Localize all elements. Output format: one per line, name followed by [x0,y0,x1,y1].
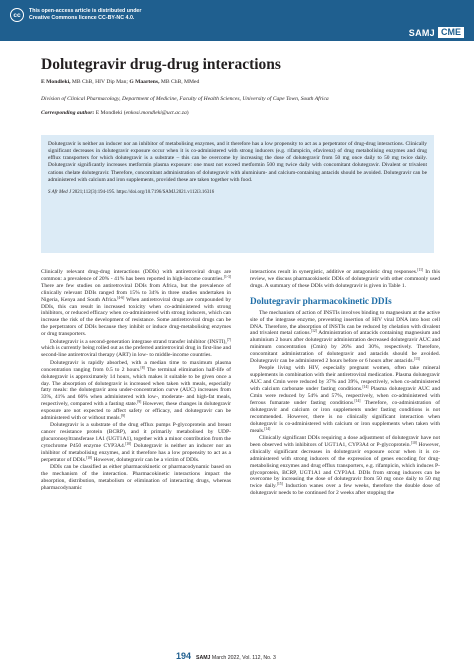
citation-line [48,189,427,196]
section-heading: Dolutegravir pharmacokinetic DDIs [250,295,392,306]
corresponding-author [41,110,189,116]
corresponding-email-link[interactable]: enkosi.mondleki@uct.ac.za [125,110,187,116]
reference-marker: [7] [226,337,231,342]
author-line [41,79,199,85]
paragraph [250,435,440,497]
author-2-name: G Maartens, [129,79,160,85]
reference-marker: [14] [362,385,369,390]
text-run: However, these changes in dolutegravir exposure are not expected to affect safety or efficacy, and dolutegravir can be administered with or without meals. [41,401,231,422]
paragraph [41,269,231,338]
abstract-box [41,135,434,253]
paragraph [41,422,231,463]
reference-marker: [8] [140,365,145,370]
text-run: The terminal elimination half-life of dolutegravir is approximately 14 hours, which makes it suitable to be given once a day. The absorption of dolutegravir is increased when taken with meals, especially fatty meals: the dolutegravir area under-concentration curve (AUC) increases from 33%, 41% and 66% when administered with low-, moderate- and high-fat meals, respectively, compared with a fasting state. [41,366,231,408]
text-run: interactions result in synergistic, additive or antagonistic drug responses. [250,269,418,275]
text-run: which is currently being rolled out as the preferred antiretroviral drug in first-line and second-line antiretroviral therapy (ART) in low- to middle-income countries. [41,345,231,359]
text-run: Administration of antacids containing magnesium and aluminium 2 hours after dolutegravir administration decreased dolutegravir AUC and minimum concentration (Cmin) by 26% and 30%, respectively. Therefore, concomitant administration of dolutegravir and antacids should be avoided. Dolutegravir can be administered 2 hours before or 6 hours after antacids. [250,330,440,365]
paragraph [41,339,231,360]
logo-cme-badge: CME [438,27,464,38]
reference-marker: [13] [413,357,420,362]
text-run: Dolutegravir is rapidly absorbed, with a median time to maximum plasma concentration ranging from 0.5 to 2 hours. [41,359,231,373]
text-run: Clinically significant DDIs requiring a dose adjustment of dolutegravir have not been observed with inhibitors of UGT1A1, CYP3A4 or P-glycoprotein. [250,435,440,448]
text-run: In this review, we discuss pharmacokinetic DDIs of dolutegravir with other commonly used drugs. A summary of these DDIs with dolutegravir is given in Table 1. [250,269,440,289]
text-run: Plasma dolutegravir AUC and Cmin were reduced by 54% and 57%, respectively, when co-administered with ferrous fumarate under fasting conditions. [250,386,440,406]
paragraph [41,360,231,422]
text-run: Induction wanes over a few weeks, therefore the double dose of dolutegravir needs to be continued for 2 weeks after stopping the [250,483,440,497]
license-line-2: Creative Commons licence CC-BY-NC 4.0. [29,15,135,21]
text-run: There are few studies on antiretroviral DDIs from Africa, but the prevalence of clinically relevant DDIs ranged from 15% to 34% in three studies undertaken in Nigeria, Kenya and South Africa. [41,282,231,303]
affiliation: Division of Clinical Pharmacology, Department of Medicine, Faculty of Health Sciences, University of Cape Town, South Africa [41,96,329,102]
reference-marker: [14] [354,399,361,403]
text-run: Therefore, co-administration of dolutegravir and calcium or iron supplements under fasting conditions is not recommended. However, there is no clinically significant interaction when dolutegravir is co-administered with calcium or iron supplements when taken with meals. [250,400,440,434]
page-number: 194 [176,651,192,661]
text-run: The mechanism of action of INSTIs involves binding to magnesium at the active site of the integrase enzyme, preventing insertion of HIV viral DNA into host cell DNA. Therefore, the absorption of INSTIs can be reduced by chelation with divalent and trivalent metal cations. [250,309,440,337]
author-1-degrees: MB ChB, HIV Dip Man; [70,79,130,85]
license-line-1: This open-access article is distributed under [29,8,142,14]
corresponding-label: Corresponding author: [41,110,95,116]
citation-doi-link[interactable]: 2021;112(3):194-195. https://doi.org/10.7196/SAMJ.2021.v112i3.16316 [71,189,215,195]
paragraph [41,464,231,492]
reference-marker: [10] [86,455,93,460]
text-run: However, clinically significant decreases in dolutegravir exposure occur when it is co-administered with strong inducers of the expression of genes encoding for drug-metabolising enzymes and drug efflux transporters, e.g. rifampicin, which induces P-glycoprotein, BCRP, UGT1A1 and CYP3A4. DDIs from strong inducers can be overcome by increasing the dose of dolutegravir from 50 mg once daily to 50 mg twice daily. [250,441,440,490]
reference-marker: [11] [417,268,424,272]
reference-marker: [4-6] [117,295,125,300]
reference-marker: [15] [276,482,283,487]
text-run: People living with HIV, especially pregnant women, often take mineral supplements in combination with their antiretroviral medication. Plasma dolutegravir AUC and Cmin were reduced by 37% and 39%, respectively, when co-administered with calcium carbonate under fasting conditions. [250,365,440,393]
author-2-degrees: MB ChB, MMed [159,79,200,85]
text-run: However, dolutegravir can be a victim of DDIs. [92,456,200,463]
text-run: When antiretroviral drugs are compounded by DDIs, this can result in increased toxicity when co-administered with strong inhibitors, or reduced efficacy when co-administered with strong inducers, which can increase the risk of the development of resistance. Some antiretroviral drugs can be the perpetrators of DDIs because they inhibit or induce drug-metabolising enzymes or drug transporters. [41,296,231,338]
text-run: Dolutegravir is a substrate of the drug efflux pumps P-glycoprotein and breast cancer resistance protein (BCRP), and it primarily metabolised by UDP-glucuronosyltransferase 1A1 (UGT1A1), together with a minor contribution from the cytochrome P450 enzyme CYP3A4. [41,422,231,450]
abstract-text: Dolutegravir is neither an inducer nor an inhibitor of metabolising enzymes, and it therefore has a low propensity to act as a perpetrator of drug-drug interactions. Clinically significant decreases in dolutegravir exposure occur when it is co-administered with strong inducers (e.g. rifampicin, efavirenz) of drug metabolising enzymes and drug efflux transporters for which dolutegravir is a substrate – this can be overcome by increasing the dose of dolutegravir from 50 mg once daily to 50 mg twice daily. Dolutegravir significantly increases metformin plasma exposure: one must not exceed metformin 500 mg twice daily with concomitant dolutegravir. Divalent or trivalent cations chelate dolutegravir. Therefore, concomitant administration of dolutegravir with aluminium- and calcium-containing antacids should be avoided. Dolutegravir can be administered with calcium and iron supplements, provided these are taken together with food. [48,141,427,183]
footer-citation [196,655,276,661]
paragraph [250,269,440,290]
reference-marker: [1-3] [223,274,231,279]
corresponding-name: E Mondleki ( [94,110,126,116]
corresponding-close: ) [186,110,189,116]
paragraph [250,310,440,365]
article-title: Dolutegravir drug-drug interactions [41,56,281,73]
page-footer [176,651,276,661]
footer-journal: SAMJ [196,655,211,661]
citation-journal: S Afr Med J [48,189,72,195]
body-column-left [41,269,231,493]
reference-marker: [14] [264,426,271,431]
reference-marker: [12] [310,329,317,334]
logo-samj: SAMJ [408,27,435,38]
text-run: DDIs can be classified as either pharmacokinetic or pharmacodynamic based on the mechanism of the interaction. Pharmacokinetic interactions impact the absorption, distribution, metabolism or elimination of interacting drugs, whereas pharmacodynamic [41,464,231,492]
reference-marker: [9] [137,400,142,405]
journal-header-bar [0,0,474,41]
footer-issue: March 2022, Vol. 112, No. 3 [211,655,276,661]
license-badge [10,8,141,22]
reference-marker: [10] [125,442,132,447]
text-run: Dolutegravir is a second-generation integrase strand transfer inhibitor (INSTI), [50,338,227,345]
text-run: Dolutegravir is neither an inducer nor an inhibitor of metabolising enzymes, and it therefore has a low propensity to act as a perpetrator of DDIs. [41,443,231,463]
journal-logo [409,27,464,38]
text-run: Clinically relevant drug-drug interactions (DDIs) with antiretroviral drugs are common: a prevalence of 20% - 41% has been reported in high-income countries. [41,269,231,282]
reference-marker: [9] [120,414,126,419]
reference-marker: [10] [410,440,417,445]
license-text [29,8,141,22]
author-1-name: E Mondleki, [41,79,71,85]
cc-icon: cc [10,8,24,22]
paragraph [250,365,440,434]
body-column-right [250,269,440,498]
